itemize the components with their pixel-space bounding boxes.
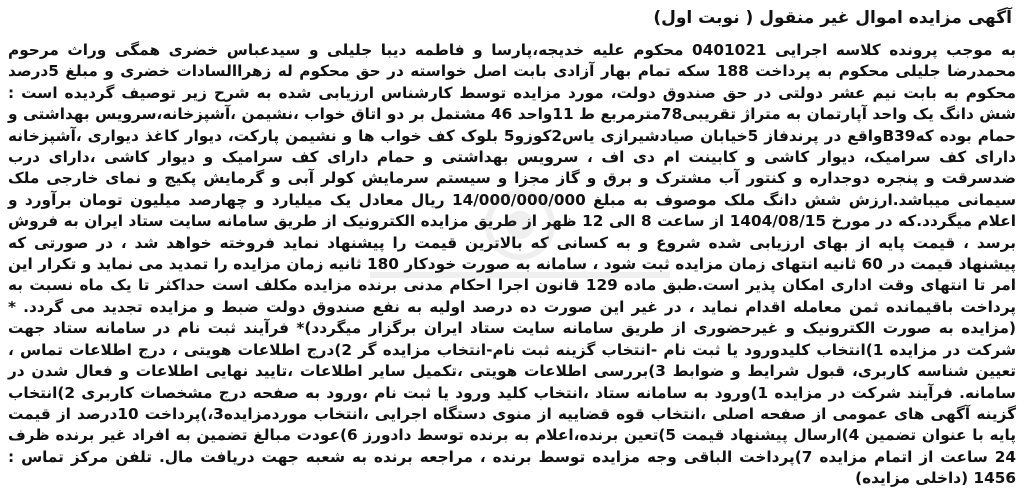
notice-title: آگهی مزایده اموال غیر منقول ( نوبت اول) <box>653 8 1012 28</box>
auction-notice <box>6 6 1018 488</box>
notice-body: به موجب پرونده کلاسه اجرایی 0401021 محکوم علیه خدیجه،پارسا و فاطمه دیبا جلیلی و سیدعباس خضری همگی وراث مرحوم محمدرضا جلیلی محکوم به پرداخت 188 سکه تمام بهار آزادی بابت اصل خواسته در حق محکوم له زهراالسادات خضری و مبلغ 5درصد محکوم به بابت نیم عشر دولتی در حق صندوق دولت، مورد مزایده توسط کارشناس ارزیابی شده به شرح زیر توصیف گردیده است : شش دانگ یک واحد آپارتمان به متراژ تقریبی78مترمربع ط 11واحد 46 مشتمل بر دو اتاق خواب ،نشیمن ،آشپزخانه،سرویس بهداشتی و حمام بوده کهB39واقع در پرندفاز 5خیابان صیادشیرازی یاس2کوزو5 بلوک کف خواب ها و نشیمن پارکت، دیوار کاغذ دیواری ،آشپزخانه دارای کف سرامیک، دیوار کاشی و کابینت ام دی اف ، سرویس بهداشتی و حمام دارای کف سرامیک و دیوار کاشی ،دارای درب ضدسرقت و پنجره دوجداره و کنتور آب مشترک و برق و گاز مجزا و سیستم سرمایش کولر آبی و گرمایش پکیج و نمای خارجی ملک سیمانی میباشد.ارزش شش دانگ ملک موصوف به مبلغ 14/000/000/000 ریال معادل یک میلیارد و چهارصد میلیون تومان برآورد و اعلام میگردد.که در مورخ 1404/08/15 از ساعت 8 الی 12 ظهر از طریق مزایده الکترونیک از طریق سامانه سایت ستاد ایران به فروش برسد ، قیمت پایه از بهای ارزیابی شده شروع و به کسانی که بالاترین قیمت را پیشنهاد نماید فروخته خواهد شد ، در صورتی که پیشنهاد قیمت در 60 ثانیه انتهای زمان مزایده ثبت شود ، سامانه به صورت خودکار 180 ثانیه زمان مزایده را تمدید می نماید و تکرار این امر تا انتهای وقت اداری امکان پذیر است.طبق ماده 129 قانون اجرا احکام مدنی برنده مزایده مکلف است حداکثر تا یک ماه نسبت به پرداخت باقیمانده ثمن معامله اقدام نماید ، در غیر این صورت ده درصد اولیه به نفع صندوق دولت ضبط و مزایده تجدید می گردد. *(مزایده به صورت الکترونیک و غیرحضوری از طریق سامانه سایت ستاد ایران برگزار میگردد)* فرآیند ثبت نام در سامانه ستاد جهت شرکت در مزایده 1)انتخاب کلیدورود یا ثبت نام -انتخاب گزینه ثبت نام-انتخاب مزایده گر 2)درج اطلاعات هویتی ، درج اطلاعات تماس ، تعیین شناسه کاربری، قبول شرایط و ضوابط 3)بررسی اطلاعات هویتی ،تکمیل سایر اطلاعات ،تایید نهایی اطلاعات و فعال شدن در سامانه. فرآیند شرکت در مزایده 1)ورود به سامانه ستاد ،انتخاب کلید ورود یا ثبت نام ،ورود به صفحه درج مشخصات کاربری 2)انتخاب گزینه آگهی های عمومی از صفحه اصلی ،انتخاب قوه قضاییه از منوی دستگاه اجرایی ،انتخاب موردمزایده3،)پرداخت 10درصد از قیمت پایه با عنوان تضمین 4)ارسال پیشنهاد قیمت 5)تعین برنده،اعلام به برنده توسط دادورز 6)عودت مبالغ تضمین به افراد غیر برنده ظرف 24 ساعت از اتمام مزایده 7)پرداخت الباقی وجه مزایده توسط برنده ، مراجعه برنده به شعبه جهت دریافت مال. تلفن مرکز تماس : 1456 (داخلی مزایده) <box>8 41 1017 488</box>
